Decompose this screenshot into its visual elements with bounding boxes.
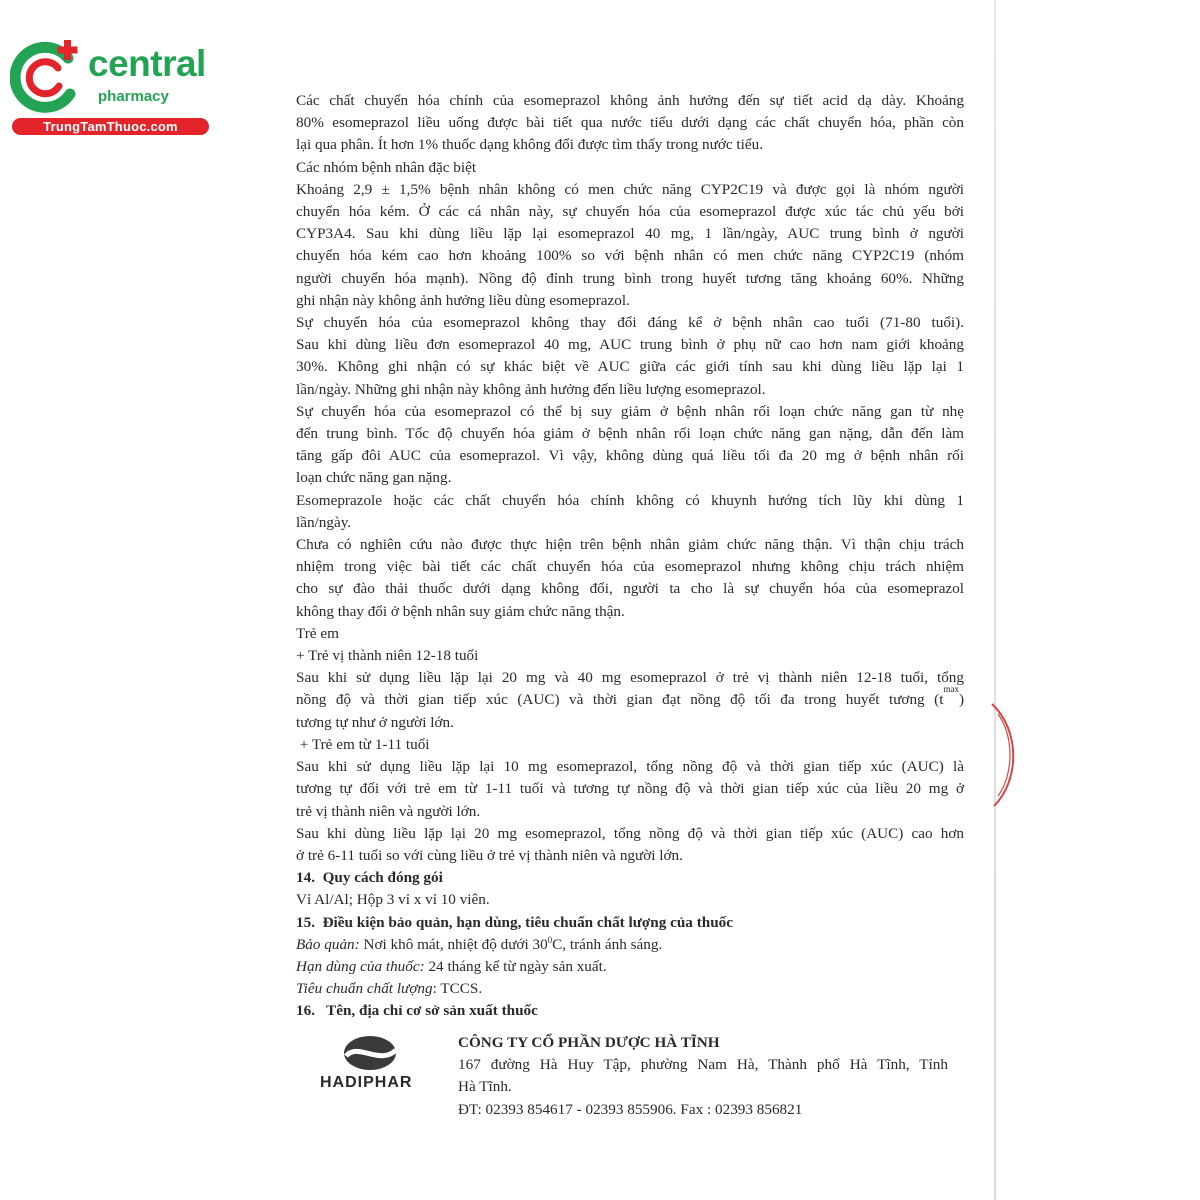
body-line: tương tự đối với trẻ em từ 1-11 tuổi và tương tự nồng độ và thời gian tiếp xúc của liều 20 mg ở bbox=[296, 780, 964, 798]
manufacturer-address-line: Hà Tĩnh. bbox=[458, 1078, 512, 1096]
body-line: Sau khi sử dụng liều lặp lại 20 mg và 40 mg esomeprazol ở trẻ vị thành niên 12-18 tuổi, tổng bbox=[296, 669, 964, 687]
tmax-close-paren: ) bbox=[958, 691, 964, 709]
logo-brand-sub: pharmacy bbox=[98, 88, 169, 105]
body-line: chuyển hóa kém. Ở các cá nhân này, sự chuyển hóa của esomeprazol được xúc tác chủ yếu bởi bbox=[296, 203, 964, 221]
manufacturer-company: CÔNG TY CỔ PHẦN DƯỢC HÀ TĨNH bbox=[458, 1034, 720, 1051]
body-line: không thay đổi ở bệnh nhân suy giảm chức năng thận. bbox=[296, 602, 625, 620]
body-line: đến trung bình. Tốc độ chuyển hóa giảm ở bệnh nhân rối loạn chức năng gan nặng, dẫn đến làm bbox=[296, 425, 964, 443]
hadiphar-logo-text: HADIPHAR bbox=[320, 1074, 413, 1091]
body-line: Các chất chuyển hóa chính của esomeprazol không ảnh hưởng đến sự tiết acid dạ dày. Khoảng bbox=[296, 92, 964, 109]
body-line: trẻ vị thành niên và người lớn. bbox=[296, 802, 481, 820]
central-pharmacy-logo[interactable] bbox=[10, 38, 215, 138]
body-line: CYP3A4. Sau khi dùng liều lặp lại esomeprazol 40 mg, 1 lần/ngày, AUC trung bình ở người bbox=[296, 225, 964, 243]
body-line: Chưa có nghiên cứu nào được thực hiện trên bệnh nhân giảm chức năng thận. Vì thận chịu trách bbox=[296, 536, 964, 554]
body-line-tmax-text: nồng độ và thời gian tiếp xúc (AUC) và thời gian đạt nồng độ tối đa trong huyết tương (t bbox=[296, 691, 944, 709]
storage-line bbox=[296, 934, 964, 956]
body-line: Sau khi dùng liều đơn esomeprazol 40 mg, AUC trung bình ở phụ nữ cao hơn nam giới khoảng bbox=[296, 336, 964, 354]
subheading-special-groups: Các nhóm bệnh nhân đặc biệt bbox=[296, 158, 477, 176]
body-line: tương tự như ở người lớn. bbox=[296, 713, 454, 731]
body-line: Sự chuyển hóa của esomeprazol có thể bị suy giảm ở bệnh nhân rối loạn chức năng gan từ nhẹ bbox=[296, 402, 964, 420]
body-line: ghi nhận này không ảnh hưởng liều dùng esomeprazol. bbox=[296, 291, 630, 309]
manufacturer-contact: ĐT: 02393 854617 - 02393 855906. Fax : 02393 856821 bbox=[458, 1100, 803, 1118]
section-14-title: 14. Quy cách đóng gói bbox=[296, 869, 443, 887]
body-line: lần/ngày. Những ghi nhận này không ảnh hưởng đến liều lượng esomeprazol. bbox=[296, 380, 766, 398]
body-line-tmax bbox=[296, 684, 964, 711]
body-line: 30%. Không ghi nhận có sự khác biệt về AUC giữa các giới tính sau khi dùng liều lặp lại 1 bbox=[296, 358, 964, 376]
body-line: Sau khi dùng liều lặp lại 20 mg esomeprazol, tổng nồng độ và thời gian tiếp xúc (AUC) cao hơn bbox=[296, 824, 964, 842]
subheading-adolescents: + Trẻ vị thành niên 12-18 tuổi bbox=[296, 647, 479, 665]
body-line: lại qua phân. Ít hơn 1% thuốc dạng không đổi được tìm thấy trong nước tiểu. bbox=[296, 136, 763, 154]
storage-label: Bảo quản: bbox=[296, 935, 360, 953]
red-stamp-fragment-icon bbox=[990, 700, 1020, 810]
section-15-title: 15. Điều kiện bảo quản, hạn dùng, tiêu chuẩn chất lượng của thuốc bbox=[296, 913, 733, 931]
subheading-children-1-11: + Trẻ em từ 1-11 tuổi bbox=[296, 735, 430, 753]
body-line: Khoảng 2,9 ± 1,5% bệnh nhân không có men chức năng CYP2C19 và được gọi là nhóm người bbox=[296, 180, 964, 198]
body-line: loạn chức năng gan nặng. bbox=[296, 469, 452, 487]
expiry-label: Hạn dùng của thuốc: bbox=[296, 957, 425, 975]
body-line: chuyển hóa kém cao hơn khoảng 100% so với bệnh nhân có men chức năng CYP2C19 (nhóm bbox=[296, 247, 964, 265]
section-16-title: 16. Tên, địa chỉ cơ sở sản xuất thuốc bbox=[296, 1002, 538, 1020]
section-14-text: Vỉ Al/Al; Hộp 3 vỉ x vỉ 10 viên. bbox=[296, 891, 490, 909]
page-edge-shadow bbox=[994, 0, 996, 1200]
body-line: 80% esomeprazol liều uống được bài tiết qua nước tiểu dưới dạng các chất chuyển hóa, phần còn bbox=[296, 114, 964, 132]
standard-text: : TCCS. bbox=[432, 980, 483, 998]
manufacturer-address-line: 167 đường Hà Huy Tập, phường Nam Hà, Thành phố Hà Tĩnh, Tỉnh bbox=[458, 1056, 948, 1074]
storage-text-end: C, tránh ánh sáng. bbox=[552, 935, 663, 953]
subheading-children: Trẻ em bbox=[296, 624, 339, 642]
body-line: cho sự đào thải thuốc dưới dạng không đổi, người ta cho là sự chuyển hóa của esomeprazol bbox=[296, 580, 964, 598]
document-body bbox=[296, 90, 964, 1023]
expiry-line bbox=[296, 956, 964, 978]
body-line: tăng gấp đôi AUC của esomeprazol. Vì vậy, không dùng quá liều tối đa 20 mg ở bệnh nhân rối bbox=[296, 447, 964, 465]
body-line: người chuyển hóa mạnh). Nồng độ đỉnh trung bình trong huyết tương tăng khoảng 60%. Những bbox=[296, 269, 964, 287]
body-line: Sau khi sử dụng liều lặp lại 10 mg esomeprazol, tổng nồng độ và thời gian tiếp xúc (AUC) là bbox=[296, 758, 964, 776]
body-line: nhiệm trong việc bài tiết các chất chuyển hóa của esomeprazol nhưng không chịu trách nhiệm bbox=[296, 558, 964, 576]
body-line: lần/ngày. bbox=[296, 513, 352, 531]
expiry-text: 24 tháng kể từ ngày sản xuất. bbox=[424, 957, 607, 975]
storage-text: Nơi khô mát, nhiệt độ dưới 30 bbox=[359, 935, 548, 953]
central-logo-icon bbox=[10, 38, 90, 116]
logo-brand-name: central bbox=[88, 43, 206, 84]
manufacturer-info bbox=[458, 1032, 948, 1121]
standard-label: Tiêu chuẩn chất lượng bbox=[296, 980, 433, 998]
tmax-subscript: max bbox=[943, 684, 959, 695]
body-line: Sự chuyển hóa của esomeprazol không thay đổi đáng kể ở bệnh nhân cao tuổi (71-80 tuổi). bbox=[296, 314, 964, 332]
degree-superscript: 0 bbox=[547, 934, 553, 945]
body-line: ở trẻ 6-11 tuổi so với cùng liều ở trẻ vị thành niên và người lớn. bbox=[296, 846, 683, 864]
body-line: Esomeprazole hoặc các chất chuyển hóa chính không có khuynh hướng tích lũy khi dùng 1 bbox=[296, 491, 964, 509]
logo-site-url[interactable]: TrungTamThuoc.com bbox=[12, 118, 209, 135]
standard-line bbox=[296, 978, 964, 1000]
